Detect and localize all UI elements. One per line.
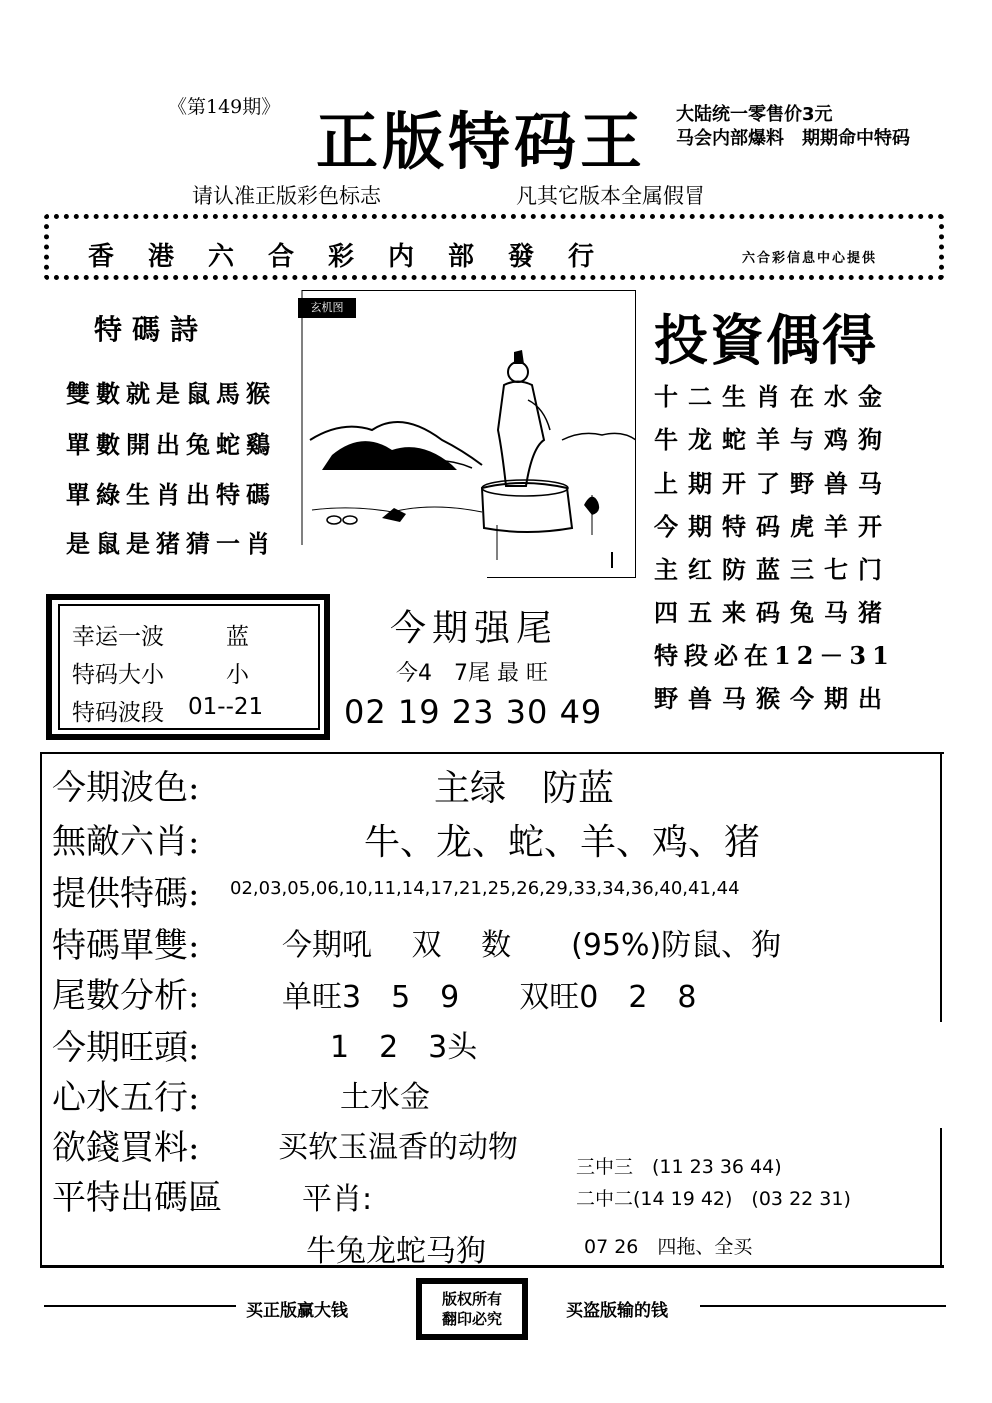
odd-even-label: 特碼單雙: bbox=[52, 926, 200, 966]
invest-line: 四五来码兔马猪 bbox=[654, 598, 892, 627]
buy-value: 买软玉温香的动物 bbox=[278, 1130, 518, 1165]
head-label: 今期旺頭: bbox=[52, 1028, 200, 1068]
riddle-picture bbox=[292, 290, 636, 578]
tail-analysis-value: 单旺3 5 9 双旺0 2 8 bbox=[282, 980, 697, 1015]
wave-color-value: 主绿 防蓝 bbox=[434, 768, 615, 809]
special-codes-value: 02,03,05,06,10,11,14,17,21,25,26,29,33,34,36,40,41,44 bbox=[230, 878, 740, 899]
page-title: 正版特码王 bbox=[316, 105, 647, 178]
invest-line: 主红防蓝三七门 bbox=[654, 555, 892, 584]
poem-line: 雙數就是鼠馬猴 bbox=[66, 379, 276, 408]
size-value: 小 bbox=[226, 662, 249, 688]
flat-zone-label: 平特出碼區 bbox=[52, 1178, 222, 1218]
invest-line: 上期开了野兽马 bbox=[654, 469, 892, 498]
buy-label: 欲錢買料: bbox=[52, 1128, 200, 1168]
flat-zone-value: 牛兔龙蛇马狗 bbox=[306, 1234, 486, 1269]
five-elements-label: 心水五行: bbox=[52, 1078, 200, 1118]
poem-line: 是鼠是猪猜一肖 bbox=[66, 529, 276, 558]
issue-number: 《第149期》 bbox=[168, 96, 281, 118]
authenticity-note: 请认准正版彩色标志 bbox=[192, 184, 381, 208]
slogan: 马会内部爆料 期期命中特码 bbox=[676, 128, 910, 149]
head-value: 1 2 3头 bbox=[330, 1030, 478, 1065]
invest-title: 投資偶得 bbox=[654, 308, 878, 372]
band-value: 01--21 bbox=[188, 694, 264, 720]
main-box-border bbox=[940, 752, 942, 1022]
six-zodiac-label: 無敵六肖: bbox=[52, 822, 200, 862]
combo-drag: 07 26 四拖、全买 bbox=[584, 1236, 753, 1258]
strong-tail-title: 今期强尾 bbox=[390, 608, 559, 649]
strong-tail-numbers: 02 19 23 30 49 bbox=[344, 693, 603, 731]
copyright-stamp bbox=[416, 1278, 528, 1340]
lucky-wave-label: 幸运一波 bbox=[72, 624, 164, 650]
poem-line: 單數開出兔蛇鷄 bbox=[66, 430, 276, 459]
price-note: 大陆统一零售价3元 bbox=[676, 104, 833, 125]
banner-title: 香港六合彩内部發行 bbox=[88, 242, 629, 272]
band-label: 特码波段 bbox=[72, 700, 164, 726]
main-box-border bbox=[940, 1128, 942, 1268]
invest-line: 野兽马猴今期出 bbox=[654, 684, 892, 713]
banner-credit: 六合彩信息中心提供 bbox=[742, 251, 878, 266]
five-elements-value: 土水金 bbox=[340, 1080, 430, 1115]
picture-label: 玄机图 bbox=[298, 298, 356, 318]
counterfeit-note: 凡其它版本全属假冒 bbox=[516, 184, 705, 208]
special-codes-label: 提供特碼: bbox=[52, 874, 200, 914]
wave-color-label: 今期波色: bbox=[52, 768, 200, 808]
invest-line: 特段必在12－31 bbox=[654, 641, 895, 670]
invest-line: 牛龙蛇羊与鸡狗 bbox=[654, 425, 892, 454]
tail-analysis-label: 尾數分析: bbox=[52, 976, 200, 1016]
footer-divider bbox=[700, 1305, 946, 1307]
footer-left-text: 买正版赢大钱 bbox=[246, 1301, 348, 1321]
invest-line: 今期特码虎羊开 bbox=[654, 512, 892, 541]
invest-line: 十二生肖在水金 bbox=[654, 382, 892, 411]
six-zodiac-value: 牛、龙、蛇、羊、鸡、猪 bbox=[364, 822, 761, 863]
size-label: 特码大小 bbox=[72, 662, 164, 688]
footer-divider bbox=[44, 1305, 236, 1307]
poem-line: 單綠生肖出特碼 bbox=[66, 480, 276, 509]
copyright-line: 版权所有 bbox=[441, 1290, 502, 1308]
odd-even-value: 今期吼 双 数 (95%)防鼠、狗 bbox=[282, 928, 782, 963]
combo-two: 二中二(14 19 42) (03 22 31) bbox=[576, 1188, 851, 1210]
flat-zone-sublabel: 平肖: bbox=[302, 1182, 373, 1217]
strong-tail-best: 今4 7尾 最 旺 bbox=[396, 661, 548, 686]
copyright-line: 翻印必究 bbox=[441, 1310, 502, 1328]
footer-right-text: 买盗版输的钱 bbox=[566, 1301, 668, 1321]
lucky-wave-value: 蓝 bbox=[226, 624, 249, 650]
poem-title: 特碼詩 bbox=[94, 313, 209, 346]
combo-three: 三中三 (11 23 36 44) bbox=[576, 1156, 782, 1178]
